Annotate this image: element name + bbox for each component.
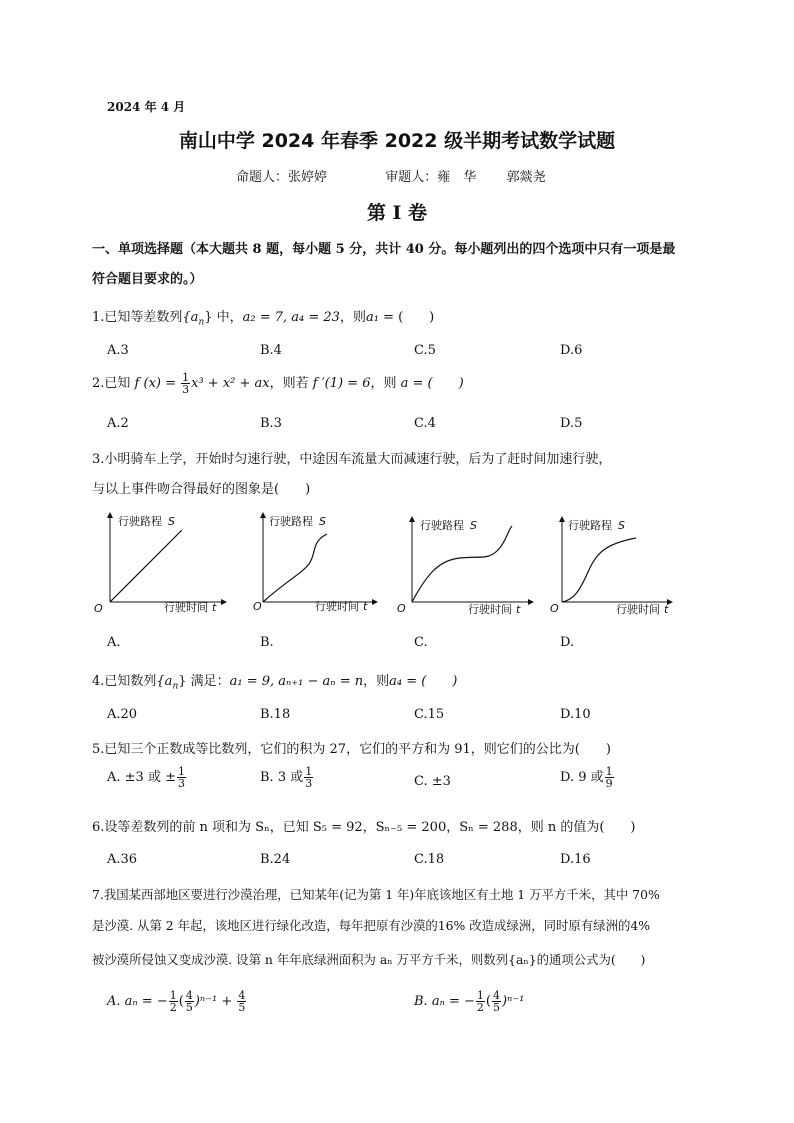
graph-d-origin: O (550, 602, 559, 615)
question-4: 4.已知数列$\{a_n\}$ 满足：a₁ = 9, aₙ₊₁ − aₙ = n，则a₄ = ( ) (92, 674, 458, 692)
q5-b-num: 1 (305, 765, 313, 778)
q7-b-ratio-den: 5 (492, 1001, 500, 1014)
q5-option-a[interactable] (107, 766, 187, 789)
q4-option-c[interactable]: C.15 (414, 707, 445, 722)
authors-line (236, 166, 546, 185)
q4-text-b: } 满足： (178, 674, 230, 689)
q7-option-a-post: )ⁿ⁻¹ + (194, 994, 237, 1009)
graph-d-curve (562, 538, 636, 602)
q4-condition: a₁ = 9, aₙ₊₁ − aₙ = n (229, 674, 364, 689)
graph-a-curve (110, 530, 182, 602)
q7-b-paren: ( (485, 994, 491, 1009)
graph-c-x-var: t (516, 603, 521, 616)
q4-seq: {a (156, 674, 173, 689)
volume-heading: 第 I 卷 (366, 202, 428, 224)
q5-option-a-text: A. ±3 或 ± (107, 770, 176, 785)
graph-b-origin: O (253, 600, 262, 613)
exam-date: 2024 年 4 月 (107, 100, 186, 114)
q5-option-b-text: B. 3 或 (260, 770, 304, 785)
graph-a-x-label: 行驶时间 (164, 601, 208, 614)
q5-option-d-fraction (605, 766, 614, 789)
q7-option-a[interactable] (107, 990, 247, 1013)
q3-option-d[interactable]: D. (560, 635, 575, 650)
question-1: 1.已知等差数列$\{a_n\}$ 中，a₂ = 7, a₄ = 23，则a₁ = ( ) (92, 310, 435, 328)
q7-a-ratio-num: 4 (185, 989, 193, 1002)
q7-a-ratio-den: 5 (185, 1001, 193, 1014)
q4-text-a: 4.已知数列 (92, 674, 157, 689)
graph-a-y-var: S (168, 515, 175, 528)
q5-a-den: 3 (177, 777, 185, 790)
graph-a-y-label: 行驶路程 (118, 515, 162, 528)
q7-option-a-pre: A. aₙ = − (107, 994, 168, 1009)
graph-b-x-label: 行驶时间 (315, 600, 359, 613)
section-heading-line1: 一、单项选择题（本大题共 8 题，每小题 5 分，共计 40 分。每小题列出的四个选项中只有一项是最 (92, 242, 676, 257)
question-3-line2: 与以上事件吻合得最好的图象是( ) (92, 482, 311, 497)
q5-b-den: 3 (305, 777, 313, 790)
q3-option-c[interactable]: C. (414, 635, 428, 650)
reviewer-label: 审题人：雍 华 (385, 170, 477, 185)
q1-option-a[interactable]: A.3 (107, 343, 129, 358)
q6-option-b[interactable]: B.24 (260, 852, 291, 867)
q1-option-b[interactable]: B.4 (260, 343, 282, 358)
q2-fraction (181, 372, 190, 395)
q5-d-num: 1 (605, 765, 613, 778)
q7-b-ratio (492, 990, 501, 1013)
q2-option-c[interactable]: C.4 (414, 416, 436, 431)
q1-text-d: = ( ) (378, 310, 435, 325)
question-5: 5.已知三个正数成等比数列，它们的积为 27，它们的平方和为 91，则它们的公比为( ) (92, 742, 611, 757)
q2-option-d[interactable]: D.5 (560, 416, 583, 431)
q5-option-d-text: D. 9 或 (560, 770, 604, 785)
graph-b-y-var: S (319, 515, 326, 528)
exam-title: 南山中学 2024 年春季 2022 级半期考试数学试题 (178, 130, 616, 152)
graph-a-origin: O (94, 602, 103, 615)
graph-b-x-var: t (363, 600, 368, 613)
q3-option-a[interactable]: A. (107, 635, 121, 650)
q3-option-b[interactable]: B. (260, 635, 274, 650)
q7-a-paren: ( (178, 994, 184, 1009)
graph-d-y-var: S (618, 519, 625, 532)
q1-text-b: } 中， (204, 310, 243, 325)
q2-ask: a = ( ) (400, 376, 464, 391)
q7-b-half-den: 2 (476, 1001, 484, 1014)
question-7-line3: 被沙漠所侵蚀又变成沙漠. 设第 n 年年底绿洲面积为 aₙ 万平方千米，则数列{aₙ}的通项公式为( ) (92, 952, 646, 967)
q1-seq: {a (182, 310, 199, 325)
q1-text-a: 1.已知等差数列 (92, 310, 183, 325)
q2-frac-den: 3 (182, 383, 190, 396)
question-6: 6.设等差数列的前 n 项和为 Sₙ，已知 S₅ = 92，Sₙ₋₅ = 200，Sₙ = 288，则 n 的值为( ) (92, 820, 636, 835)
graph-c-y-label: 行驶路程 (420, 519, 464, 532)
q7-option-b-post: )ⁿ⁻¹ (501, 994, 525, 1009)
q5-a-num: 1 (177, 765, 185, 778)
q7-b-ratio-num: 4 (492, 989, 500, 1002)
q5-option-b[interactable] (260, 766, 314, 789)
graph-b-y-label: 行驶路程 (269, 515, 313, 528)
q7-a-half (169, 990, 178, 1013)
q6-option-d[interactable]: D.16 (560, 852, 591, 867)
q2-function-rest: x³ + x² + ax (191, 376, 270, 391)
q2-text-c: ，则 (370, 376, 401, 391)
q5-option-c[interactable]: C. ±3 (414, 774, 451, 789)
q1-text-c: ，则 (339, 310, 366, 325)
graph-d-x-var: t (664, 603, 669, 616)
q1-ask: a₁ (365, 310, 379, 325)
q7-a-half-num: 1 (169, 989, 177, 1002)
question-7-line1: 7.我国某西部地区要进行沙漠治理，已知某年(记为第 1 年)年底该地区有土地 1 万平方千米，其中 70% (92, 887, 660, 902)
q5-option-a-fraction (177, 766, 186, 789)
q4-option-a[interactable]: A.20 (107, 707, 138, 722)
graph-a-x-var: t (212, 601, 217, 614)
q7-b-half (476, 990, 485, 1013)
q7-b-half-num: 1 (476, 989, 484, 1002)
q4-ask: a₄ = ( ) (389, 674, 458, 689)
question-2 (92, 372, 464, 395)
graph-b-curve (263, 534, 327, 602)
q7-option-b[interactable] (414, 990, 524, 1013)
q2-option-a[interactable]: A.2 (107, 416, 129, 431)
graph-c-curve (412, 526, 512, 602)
graph-b[interactable] (247, 512, 377, 616)
question-7-line2: 是沙漠. 从第 2 年起，该地区进行绿化改造，每年把原有沙漠的16% 改造成绿洲，同时原有绿洲的4% (92, 918, 651, 933)
q2-text-b: ，则若 (269, 376, 313, 391)
q6-option-c[interactable]: C.18 (414, 852, 445, 867)
graph-d-y-label: 行驶路程 (568, 519, 612, 532)
graph-d[interactable] (546, 516, 676, 616)
q1-option-c[interactable]: C.5 (414, 343, 436, 358)
q4-option-b[interactable]: B.18 (260, 707, 291, 722)
q5-option-b-fraction (304, 766, 313, 789)
q7-a-const-num: 4 (238, 989, 246, 1002)
q1-option-d[interactable]: D.6 (560, 343, 583, 358)
graph-c-x-label: 行驶时间 (468, 603, 512, 616)
q7-a-const (237, 990, 246, 1013)
graph-c-y-var: S (470, 519, 477, 532)
q5-option-d[interactable] (560, 766, 615, 789)
q2-condition: f ′(1) = 6 (312, 376, 371, 391)
q7-a-const-den: 5 (238, 1001, 246, 1014)
graph-c[interactable] (398, 516, 533, 616)
q4-text-c: ，则 (363, 674, 390, 689)
graph-a[interactable] (96, 512, 226, 616)
q2-text-a: 2.已知 (92, 376, 135, 391)
section-heading-line2: 符合题目要求的。） (92, 272, 203, 287)
q2-option-b[interactable]: B.3 (260, 416, 282, 431)
q6-option-a[interactable]: A.36 (107, 852, 138, 867)
q4-option-d[interactable]: D.10 (560, 707, 591, 722)
question-3-line1: 3.小明骑车上学，开始时匀速行驶，中途因车流量大而减速行驶，后为了赶时间加速行驶， (92, 452, 612, 467)
q2-frac-num: 1 (182, 371, 190, 384)
q7-a-half-den: 2 (169, 1001, 177, 1014)
q5-d-den: 9 (605, 777, 613, 790)
author-label: 命题人：张婷婷 (236, 170, 328, 185)
graph-d-x-label: 行驶时间 (616, 603, 660, 616)
graph-c-origin: O (397, 602, 406, 615)
q1-condition: a₂ = 7, a₄ = 23 (242, 310, 340, 325)
q7-a-ratio (185, 990, 194, 1013)
reviewer2-label: 郭燚尧 (506, 170, 546, 185)
q2-function: f (x) = (134, 376, 181, 391)
q7-option-b-pre: B. aₙ = − (414, 994, 475, 1009)
